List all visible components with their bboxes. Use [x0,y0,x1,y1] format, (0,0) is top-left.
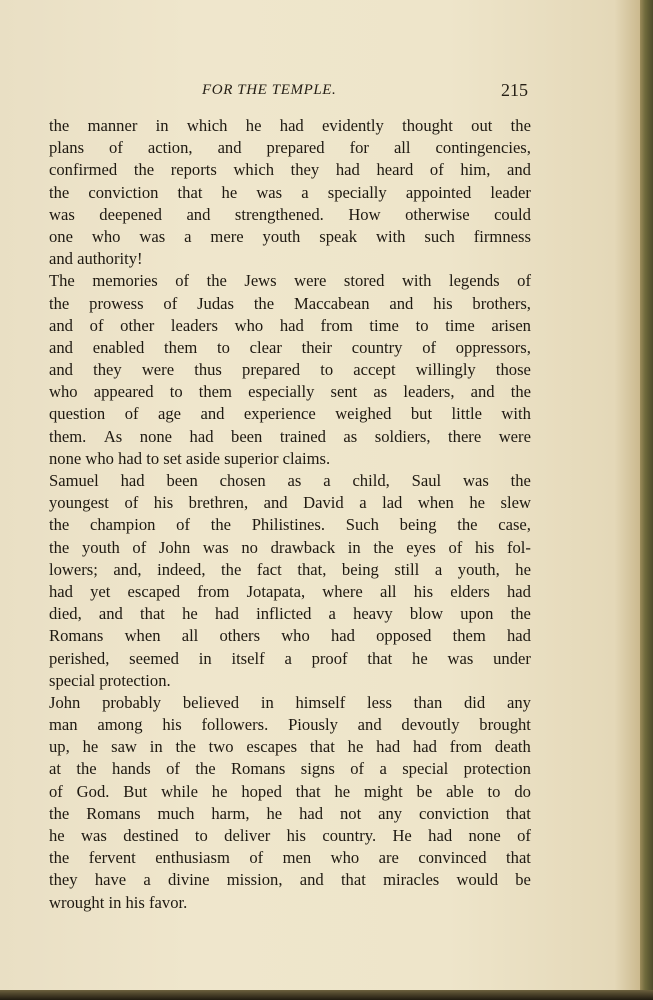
text-line: and authority! [49,249,143,269]
text-line: John probably believed in himself less than did any [49,692,531,712]
text-line: youngest of his brethren, and David a lad when he slew [49,493,531,513]
text-line: The memories of the Jews were stored with legends of [49,271,531,291]
text-line: the fervent enthusiasm of men who are convinced that [49,848,531,868]
text-line: the prowess of Judas the Maccabean and his brothers, [49,293,531,313]
text-line: who appeared to them especially sent as leaders, and the [49,382,531,402]
text-line: the Romans much harm, he had not any conviction that [49,803,531,823]
text-line: up, he saw in the two escapes that he had had from death [49,737,531,757]
text-line: died, and that he had inflicted a heavy blow upon the [49,604,531,624]
body-text [49,115,531,914]
text-line: the manner in which he had evidently thought out the [49,116,531,135]
text-line: was deepened and strengthened. How otherwise could [49,204,531,224]
page-bottom-edge [0,990,653,1000]
text-line: Romans when all others who had opposed them had [49,626,531,646]
text-line: of God. But while he hoped that he might be able to do [49,781,531,801]
text-line: one who was a mere youth speak with such firmness [49,226,531,246]
text-line: confirmed the reports which they had heard of him, and [49,160,531,180]
text-line: perished, seemed in itself a proof that he was under [49,648,531,668]
text-line: the conviction that he was a specially appointed leader [49,182,531,202]
text-line: them. As none had been trained as soldiers, there were [49,426,531,446]
text-line: question of age and experience weighed but little with [49,404,531,424]
text-line: man among his followers. Piously and devoutly brought [49,715,531,735]
text-line: and enabled them to clear their country of oppressors, [49,337,531,357]
paragraph [49,115,531,270]
text-line: wrought in his favor. [49,892,188,912]
paragraph [49,470,531,692]
page-header [49,80,530,104]
running-head: FOR THE TEMPLE. [202,82,337,98]
paragraph [49,270,531,470]
page-number: 215 [501,80,528,100]
text-line: at the hands of the Romans signs of a special protection [49,759,531,779]
text-line: Samuel had been chosen as a child, Saul was the [49,471,531,490]
text-line: lowers; and, indeed, the fact that, being still a youth, he [49,559,531,579]
text-line: special protection. [49,670,171,690]
text-line: none who had to set aside superior claims. [49,448,331,468]
text-line: the champion of the Philistines. Such being the case, [49,515,531,535]
text-line: the youth of John was no drawback in the eyes of his fol- [49,537,531,557]
text-line: he was destined to deliver his country. He had none of [49,826,531,845]
text-line: plans of action, and prepared for all contingencies, [49,138,531,158]
text-line: and they were thus prepared to accept willingly those [49,360,531,380]
text-line: they have a divine mission, and that miracles would be [49,870,531,890]
paragraph [49,692,531,914]
book-spine-edge [640,0,653,1000]
text-line: and of other leaders who had from time to time arisen [49,315,531,335]
text-line: had yet escaped from Jotapata, where all his elders had [49,581,531,601]
